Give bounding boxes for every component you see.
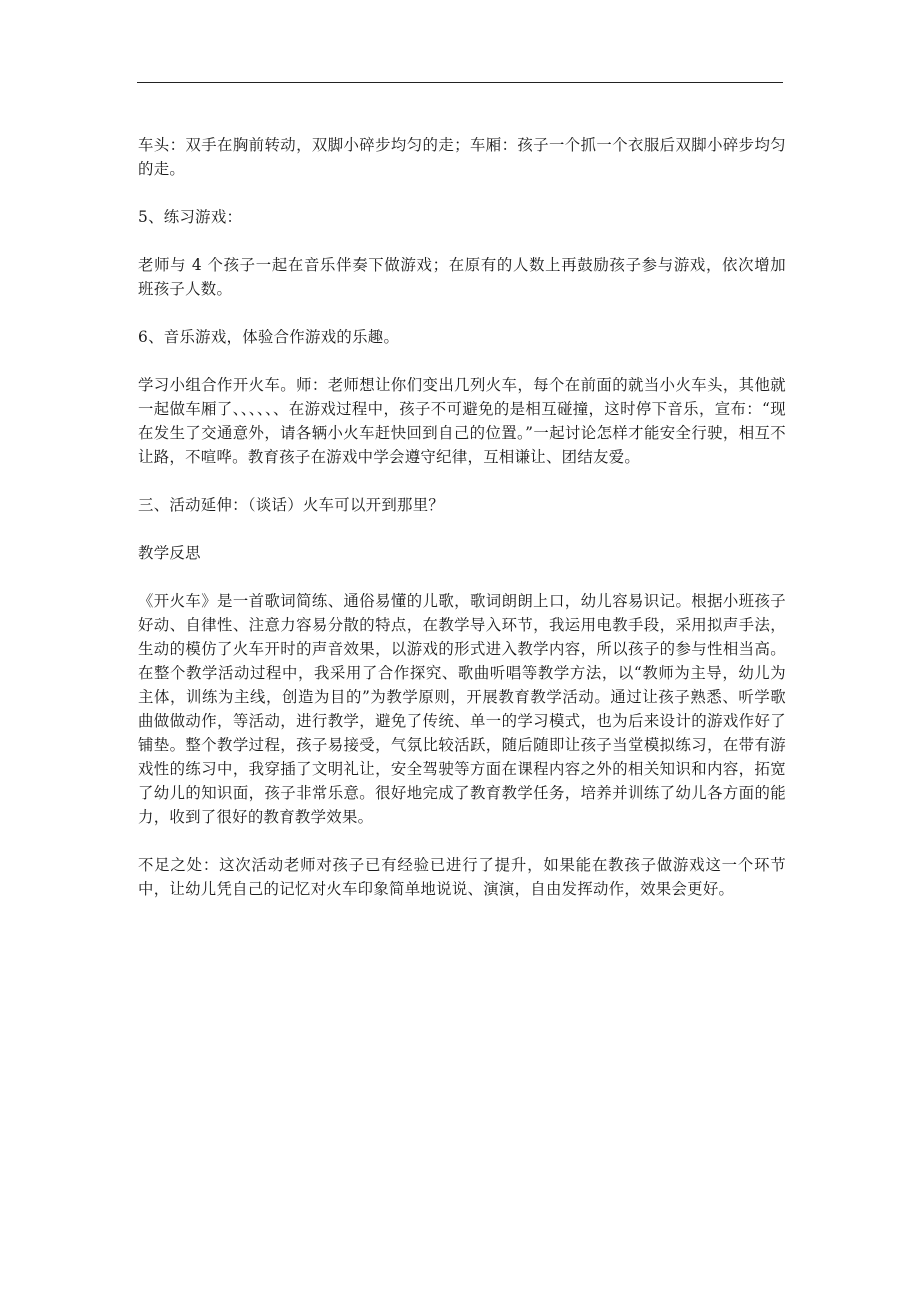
paragraph-gap (138, 829, 786, 853)
paragraph-gap (138, 565, 786, 589)
paragraph-car-roles: 车头：双手在胸前转动，双脚小碎步均匀的走；车厢：孩子一个抓一个衣服后双脚小碎步均匀的走。 (138, 136, 786, 178)
heading-practice-game: 5、练习游戏： (138, 208, 243, 226)
paragraph-gap (138, 301, 786, 325)
paragraph-music-game: 学习小组合作开火车。师：老师想让你们变出几列火车，每个在前面的就当小火车头，其他就一起做车厢了、、、、、、在游戏过程中，孩子不可避免的是相互碰撞，这时停下音乐，宣布：“现在发生了交通意外，请各辆小火车赶快回到自己的位置。”一起讨论怎样才能安全行驶，相互不让路，不喧哗。教育孩子在游戏中学会遵守纪律，互相谦让、团结友爱。 (138, 376, 786, 466)
paragraph-reflection: 《开火车》是一首歌词简练、通俗易懂的儿歌，歌词朗朗上口，幼儿容易识记。根据小班孩子好动、自律性、注意力容易分散的特点，在教学导入环节，我运用电教手段，采用拟声手法，生动的模仿了火车开时的声音效果，以游戏的形式进入教学内容，所以孩子的参与性相当高。在整个教学活动过程中，我采用了合作探究、歌曲听唱等教学方法，以“教师为主导，幼儿为主体，训练为主线，创造为目的”为教学原则，开展教育教学活动。通过让孩子熟悉、听学歌曲做做动作，等活动，进行教学，避免了传统、单一的学习模式，也为后来设计的游戏作好了铺垫。整个教学过程，孩子易接受，气氛比较活跃，随后随即让孩子当堂模拟练习，在带有游戏性的练习中，我穿插了文明礼让，安全驾驶等方面在课程内容之外的相关知识和内容，拓宽了幼儿的知识面，孩子非常乐意。很好地完成了教育教学任务，培养并训练了幼儿各方面的能力，收到了很好的教育教学效果。 (138, 592, 786, 826)
paragraph-gap (138, 181, 786, 205)
paragraph-shortcomings: 不足之处：这次活动老师对孩子已有经验已进行了提升，如果能在教孩子做游戏这一个环节中，让幼儿凭自己的记忆对火车印象简单地说说、演演，自由发挥动作，效果会更好。 (138, 856, 786, 898)
paragraph-practice-game: 老师与 4 个孩子一起在音乐伴奏下做游戏；在原有的人数上再鼓励孩子参与游戏，依次增加班孩子人数。 (138, 256, 786, 298)
header-rule (137, 82, 783, 83)
paragraph-gap (138, 517, 786, 541)
document-body (138, 133, 786, 901)
heading-teaching-reflection: 教学反思 (138, 544, 201, 562)
paragraph-gap (138, 229, 786, 253)
heading-music-game: 6、音乐游戏，体验合作游戏的乐趣。 (138, 328, 400, 346)
heading-activity-extension: 三、活动延伸：（谈话）火车可以开到那里？ (138, 496, 445, 514)
paragraph-gap (138, 349, 786, 373)
paragraph-gap (138, 469, 786, 493)
